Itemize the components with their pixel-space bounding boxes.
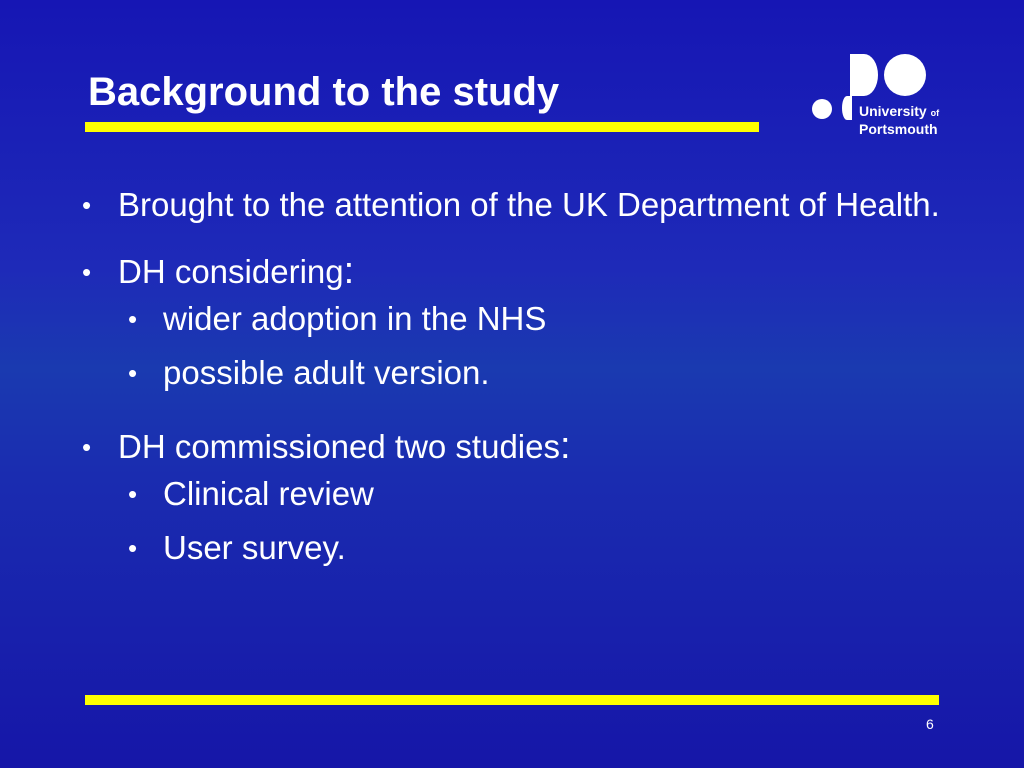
logo-dot-medium [842, 96, 852, 120]
logo-university: University [859, 103, 927, 119]
sub-bullet-mark: • [128, 533, 138, 563]
logo-dot-large-left [850, 54, 878, 96]
logo-wordmark [859, 103, 953, 137]
logo-portsmouth: Portsmouth [859, 121, 938, 137]
bullet-item [80, 252, 950, 292]
bullet-mark: • [82, 190, 92, 220]
bullet-text: DH considering [118, 253, 344, 290]
logo-of: of [930, 108, 940, 118]
sub-bullet-text: wider adoption in the NHS [163, 300, 547, 337]
sub-bullet-text: Clinical review [163, 475, 374, 512]
bullet-colon: : [560, 425, 571, 467]
slide-title: Background to the study [88, 70, 560, 114]
sub-bullet-text: possible adult version. [163, 354, 490, 391]
sub-bullet-mark: • [128, 304, 138, 334]
bullet-item [80, 185, 950, 225]
bullet-colon: : [343, 250, 355, 292]
bullet-mark: • [82, 432, 92, 462]
sub-bullet-item [80, 521, 950, 575]
logo-dot-small [812, 99, 832, 119]
sub-bullet-item [80, 292, 950, 346]
bullet-item [80, 427, 950, 467]
university-logo [808, 50, 953, 142]
sub-bullet-item [80, 467, 950, 521]
bullet-text: Brought to the attention of the UK Department of Health. [118, 186, 940, 223]
sub-bullet-item [80, 346, 950, 400]
footer-rule [85, 695, 939, 705]
logo-dot-large-right [884, 54, 926, 96]
bullet-text: DH commissioned two studies [118, 428, 560, 465]
page-number: 6 [926, 716, 934, 732]
sub-bullet-text: User survey. [163, 529, 346, 566]
sub-bullet-mark: • [128, 358, 138, 388]
title-underline [85, 122, 759, 132]
bullet-mark: • [82, 257, 92, 287]
slide-content [80, 185, 950, 575]
sub-bullet-mark: • [128, 479, 138, 509]
